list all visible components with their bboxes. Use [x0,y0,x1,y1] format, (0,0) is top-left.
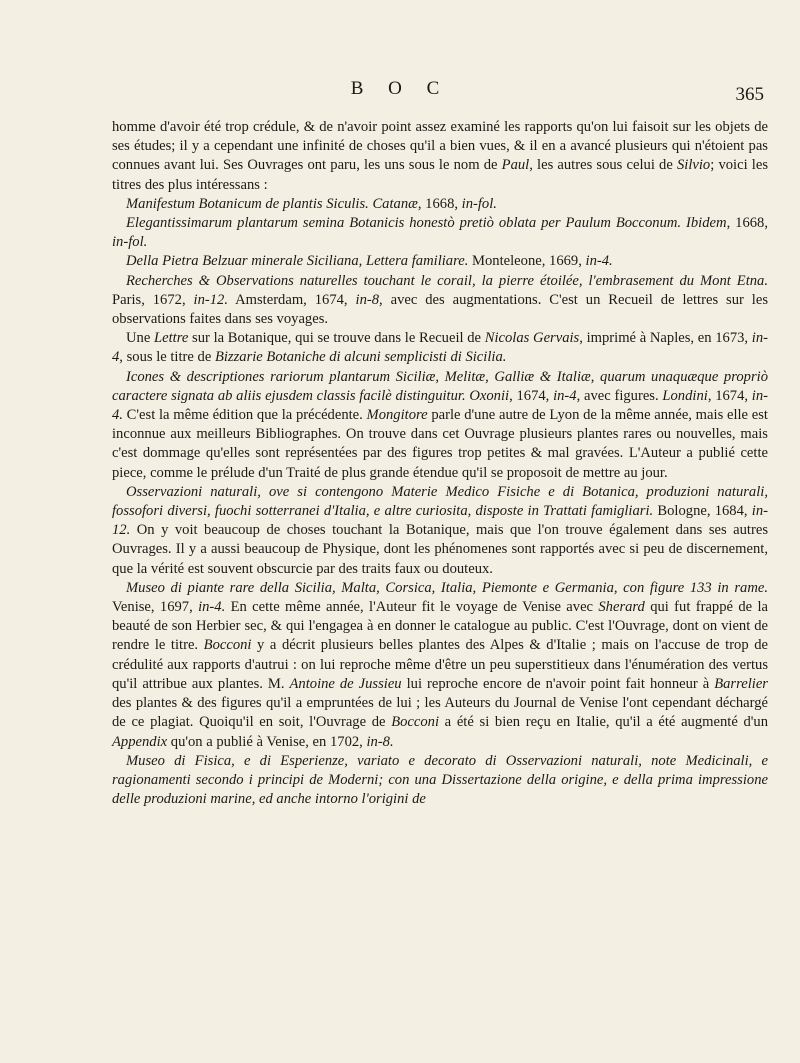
italic-run: in-4. [112,387,769,424]
italic-run: Lettre [154,330,189,347]
bibliography-entry [112,752,768,810]
bibliography-entry [112,368,768,483]
text-run: Amsterdam, 1674, [227,291,356,308]
italic-run: Londini [662,387,708,404]
bibliography-entry [112,579,768,752]
text-run: sur la Botanique, qui se trouve dans le Recueil de [188,330,485,347]
italic-run: Paul [501,157,530,174]
text-run: Paris, 1672, [112,291,194,308]
italic-run: Nicolas Gervais [484,330,580,347]
italic-run: in-8. [366,733,394,750]
italic-run: in-fol. [112,234,148,251]
page-number: 365 [735,84,764,105]
text-run: des plantes & des figures qu'il a empruntées de lui ; les Auteurs du Journal de Venise l'ont cependant déchargé de ce plagiat. Quoiqu'il en soit, l'Ouvrage de [112,695,768,731]
italic-run: Recherches & Observations naturelles touchant le corail, la pierre étoilée, l'embrasement du Mont Etna. [126,272,768,289]
text-run: Bologne, 1684, [653,503,752,520]
italic-run: Manifestum Botanicum de plantis Siculis. Catanæ [126,195,418,212]
italic-run: in-fol. [461,195,497,212]
text-run: , 1668, [417,195,462,212]
text-run: qu'on a publié à Venise, en 1702, [167,733,367,750]
italic-run: in-12. [112,503,768,539]
text-run: , avec des augmentations. C'est un Recueil de lettres sur les observations faites dans ses voyages. [112,291,769,328]
text-run: ; voici les titres des plus intéressans : [112,157,768,193]
italic-run: in-4. [198,599,226,616]
text-run: qui fut frappé de la beauté de son Herbier sec, & qui l'engagea à en donner le catalogue au public. C'est l'Ouvrage, dont on vient de rendre le titre. [112,599,768,654]
italic-run: in-4 [112,330,768,366]
text-run: , 1668, [726,215,768,232]
italic-run: Antoine de Jussieu [289,675,402,692]
italic-run: Bizzarie Botaniche di alcuni semplicisti di Sicilia. [214,349,507,366]
text-run: homme d'avoir été trop crédule, & de n'avoir point assez examiné les rapports qu'on lui faisoit sur les objets de ses études; il y a cependant une infinité de choses qu'il a bien vues, & il en a avancé plusieurs qui n'étoient pas connues avant lui. Ses Ouvrages ont paru, les uns sous le nom de [112,119,768,174]
bibliography-entry [112,329,768,367]
page-header [0,78,800,108]
italic-run: Elegantissimarum plantarum semina Botanicis honestò pretiò oblata per Paulum Bocconum. Ibidem [126,215,727,232]
text-run: On y voit beaucoup de choses touchant la Botanique, mais que l'on trouve également dans ses autres Ouvrages. Il y a aussi beaucoup de Physique, dont les phénomenes sont rapportés avec si peu de discernement, que la vérité est souvent obscurcie par des traits faux ou douteux. [112,522,768,577]
text-run: , 1674, [509,387,554,404]
bibliography-entry [112,483,768,579]
running-head: B O C [350,78,450,99]
italic-run: in-12. [193,291,228,308]
italic-run: Silvio [676,157,711,174]
text-run: y a décrit plusieurs belles plantes des Alpes & d'Italie ; mais on l'accuse de trop de crédulité aux rapports d'autrui : on lui reproche même d'être un peu superstitieux dans l'énumération des vertus qu'il attribue aux plantes. M. [112,637,768,692]
text-run: Venise, 1697, [112,599,199,616]
bibliography-entry [112,272,768,330]
italic-run: in-4. [585,253,613,270]
text-run: En cette même année, l'Auteur fit le voyage de Venise avec [225,599,599,616]
text-run: parle d'une autre de Lyon de la même année, mais elle est inconnue aux meilleurs Bibliographes. On trouve dans cet Ouvrage plusieurs plantes rares ou nouvelles, mais c'est dommage qu'elles sont représentées par des figures trop petites & mal gravées. L'Auteur a publié cette piece, comme le prélude d'un Traité de plus grande étendue qu'il se proposoit de mettre au jour. [112,407,768,481]
text-run: , sous le titre de [119,349,215,366]
italic-run: Barrelier [714,675,768,692]
italic-run: Museo di Fisica, e di Esperienze, variato e decorato di Osservazioni naturali, note Medicinali, e ragionamenti secondo i principi de Moderni; con una Dissertazione della origine, e della prima impressione delle produzioni marine, ed anche intorno l'origini de [112,752,768,808]
text-run: , 1674, [707,387,752,404]
italic-run: Sherard [598,599,645,616]
text-run: lui reproche encore de n'avoir point fait honneur à [401,675,715,692]
italic-run: Della Pietra Belzuar minerale Siciliana, Lettera familiare. [126,253,469,270]
italic-run: Mongitore [366,407,428,424]
italic-run: Icones & descriptiones rariorum plantarum Siciliæ, Melitæ, Galliæ & Italiæ, quarum unaquæque propriò caractere signata ab aliis ejusdem classis facilè distinguitur. Oxonii [112,368,768,404]
text-run: a été si bien reçu en Italie, qu'il a été augmenté d'un [439,714,768,731]
italic-run: Bocconi [203,637,252,654]
italic-run: in-4 [553,387,577,404]
bibliography-entry [112,195,768,214]
text-run: , les autres sous celui de [529,157,677,174]
italic-run: in-8 [355,291,380,308]
italic-run: Museo di piante rare della Sicilia, Malta, Corsica, Italia, Piemonte e Germania, con figure 133 in rame. [126,579,768,596]
italic-run: Bocconi [391,714,440,731]
bibliography-entry [112,214,768,252]
bibliography-entry [112,252,768,271]
text-run: , avec figures. [576,387,663,404]
paragraph-continuation [112,118,768,195]
text-run: Une [126,330,155,347]
italic-run: Appendix [112,733,168,750]
body-text [112,118,768,809]
text-run: C'est la même édition que la précédente. [122,407,367,424]
text-run: Monteleone, 1669, [468,253,586,270]
italic-run: Osservazioni naturali, ove si contengono Materie Medico Fisiche e di Botanica, produzioni naturali, fossofori diversi, fuochi sotterranei d'Italia, e altre curiosita, disposte in Trattati famigliari. [112,483,768,520]
text-run: , imprimé à Naples, en 1673, [579,330,752,347]
